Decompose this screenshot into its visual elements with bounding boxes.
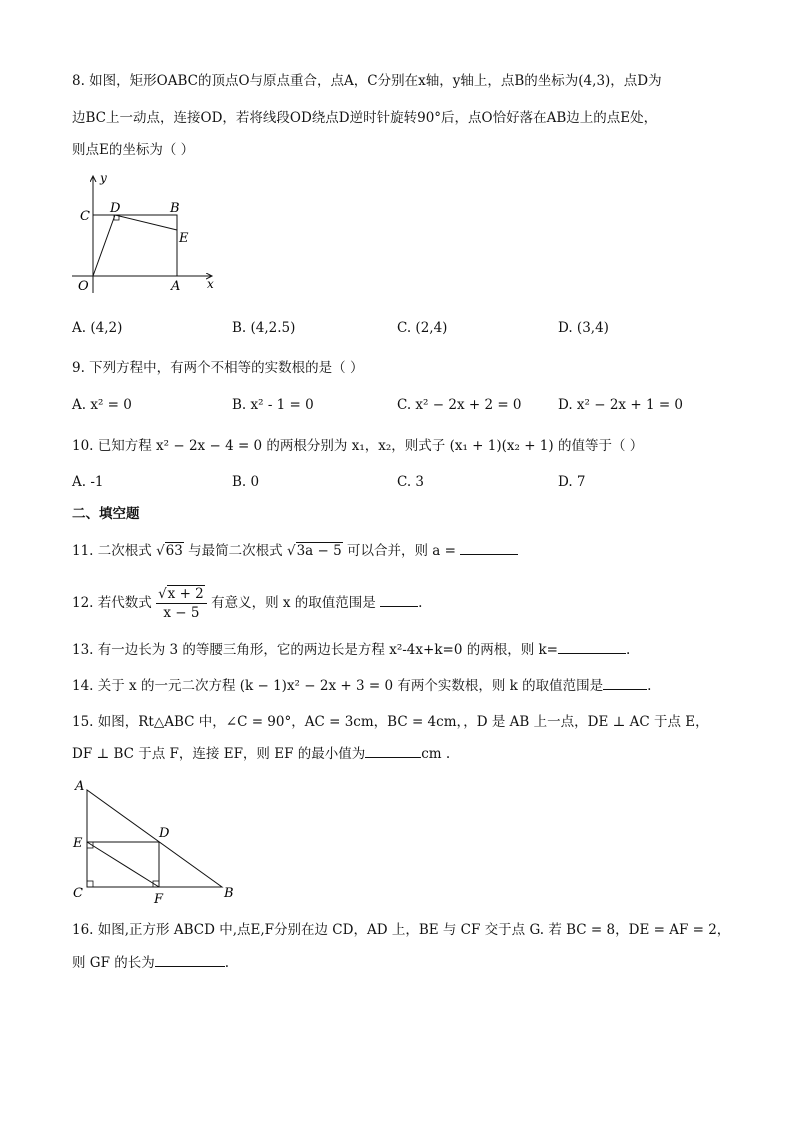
q8-label-y: y xyxy=(100,171,107,185)
q12-pre: 12. 若代数式 xyxy=(72,595,152,611)
q8-option-b[interactable]: B. (4,2.5) xyxy=(232,320,296,336)
q10-stem: 10. 已知方程 x² − 2x − 4 = 0 的两根分别为 x₁，x₂，则式子 (x₁ + 1)(x₂ + 1) 的值等于（ ） xyxy=(72,438,644,454)
q15-answer-blank[interactable] xyxy=(365,743,421,758)
q14-end: . xyxy=(647,678,652,694)
q9-option-a[interactable]: A. x² = 0 xyxy=(72,397,132,413)
q15-label-D: D xyxy=(159,826,170,841)
q9-stem: 9. 下列方程中，有两个不相等的实数根的是（ ） xyxy=(72,360,364,376)
q14-text: 14. 关于 x 的一元二次方程 (k − 1)x² − 2x + 3 = 0 有两个实数根，则 k 的取值范围是 xyxy=(72,678,604,694)
q15-label-B: B xyxy=(224,886,234,901)
q12-line xyxy=(72,583,422,623)
q15-line2 xyxy=(72,743,450,764)
q11-line xyxy=(72,540,518,561)
q10-option-c[interactable]: C. 3 xyxy=(397,474,425,490)
q11-radicand-2: 3a − 5 xyxy=(296,543,342,559)
q11-sqrt-2: √3a − 5 xyxy=(286,543,342,559)
q11-radicand-1: 63 xyxy=(165,543,183,559)
q15-line2-text: DF ⊥ BC 于点 F，连接 EF，则 EF 的最小值为 xyxy=(72,746,366,762)
q13-answer-blank[interactable] xyxy=(558,639,626,654)
q10-option-d[interactable]: D. 7 xyxy=(558,474,586,490)
q10-option-b[interactable]: B. 0 xyxy=(232,474,260,490)
q8-label-A: A xyxy=(171,279,181,294)
q8-label-x: x xyxy=(207,277,214,291)
q13-end: . xyxy=(625,642,631,658)
q8-line3: 则点E的坐标为（ ） xyxy=(72,142,195,158)
q16-line2-text: 则 GF 的长为 xyxy=(72,955,155,971)
q12-post: 有意义，则 x 的取值范围是 xyxy=(211,595,376,611)
q15-label-A: A xyxy=(75,779,85,794)
q12-denominator: x − 5 xyxy=(163,605,200,621)
q8-line2: 边BC上一动点，连接OD，若将线段OD绕点D逆时针旋转90°后，点O恰好落在AB边上的点E处， xyxy=(72,110,658,126)
q11-answer-blank[interactable] xyxy=(460,540,518,555)
q9-option-d[interactable]: D. x² − 2x + 1 = 0 xyxy=(558,397,684,413)
q8-figure xyxy=(70,168,230,298)
q8-label-O: O xyxy=(78,279,89,294)
q16-line1: 16. 如图,正方形 ABCD 中,点E,F分别在边 CD，AD 上，BE 与 CF 交于点 G. 若 BC = 8，DE = AF = 2， xyxy=(72,922,731,938)
q8-option-c[interactable]: C. (2,4) xyxy=(397,320,448,336)
q15-label-E: E xyxy=(73,836,83,851)
q13-text: 13. 有一边长为 3 的等腰三角形，它的两边长是方程 x²-4x+k=0 的两根，则 k= xyxy=(72,642,558,658)
q8-label-B: B xyxy=(170,201,180,216)
q15-label-F: F xyxy=(154,892,164,905)
section-title: 二、填空题 xyxy=(72,506,140,522)
q14-line xyxy=(72,675,651,696)
q11-post: 可以合并，则 a = xyxy=(346,543,456,559)
q16-answer-blank[interactable] xyxy=(155,952,225,967)
q8-option-d[interactable]: D. (3,4) xyxy=(558,320,609,336)
q8-label-E: E xyxy=(179,231,189,246)
q11-mid: 与最简二次根式 xyxy=(188,543,283,559)
q9-option-c[interactable]: C. x² − 2x + 2 = 0 xyxy=(397,397,522,413)
q15-figure xyxy=(70,775,240,905)
q15-label-C: C xyxy=(73,886,83,901)
q13-line xyxy=(72,639,630,660)
q8-label-D: D xyxy=(110,201,121,216)
q14-answer-blank[interactable] xyxy=(603,675,647,690)
q16-line2 xyxy=(72,952,229,973)
q11-pre: 11. 二次根式 xyxy=(72,543,152,559)
q8-option-a[interactable]: A. (4,2) xyxy=(72,320,123,336)
q8-label-C: C xyxy=(80,209,90,224)
q15-unit: cm . xyxy=(421,746,451,762)
q15-line1: 15. 如图，Rt△ABC 中，∠C = 90°，AC = 3cm，BC = 4cm，，D 是 AB 上一点，DE ⊥ AC 于点 E， xyxy=(72,714,709,730)
q12-fraction xyxy=(156,585,207,622)
q16-end: . xyxy=(224,955,230,971)
q9-option-b[interactable]: B. x² - 1 = 0 xyxy=(232,397,314,413)
q12-end: . xyxy=(418,595,423,611)
q12-numerator: √x + 2 xyxy=(156,585,207,604)
q10-option-a[interactable]: A. -1 xyxy=(72,474,104,490)
q11-sqrt-1: √63 xyxy=(156,543,183,559)
q8-line1: 8. 如图，矩形OABC的顶点O与原点重合，点A，C分别在x轴，y轴上，点B的坐标为(4,3)，点D为 xyxy=(72,73,662,89)
q12-answer-blank[interactable] xyxy=(380,592,418,607)
